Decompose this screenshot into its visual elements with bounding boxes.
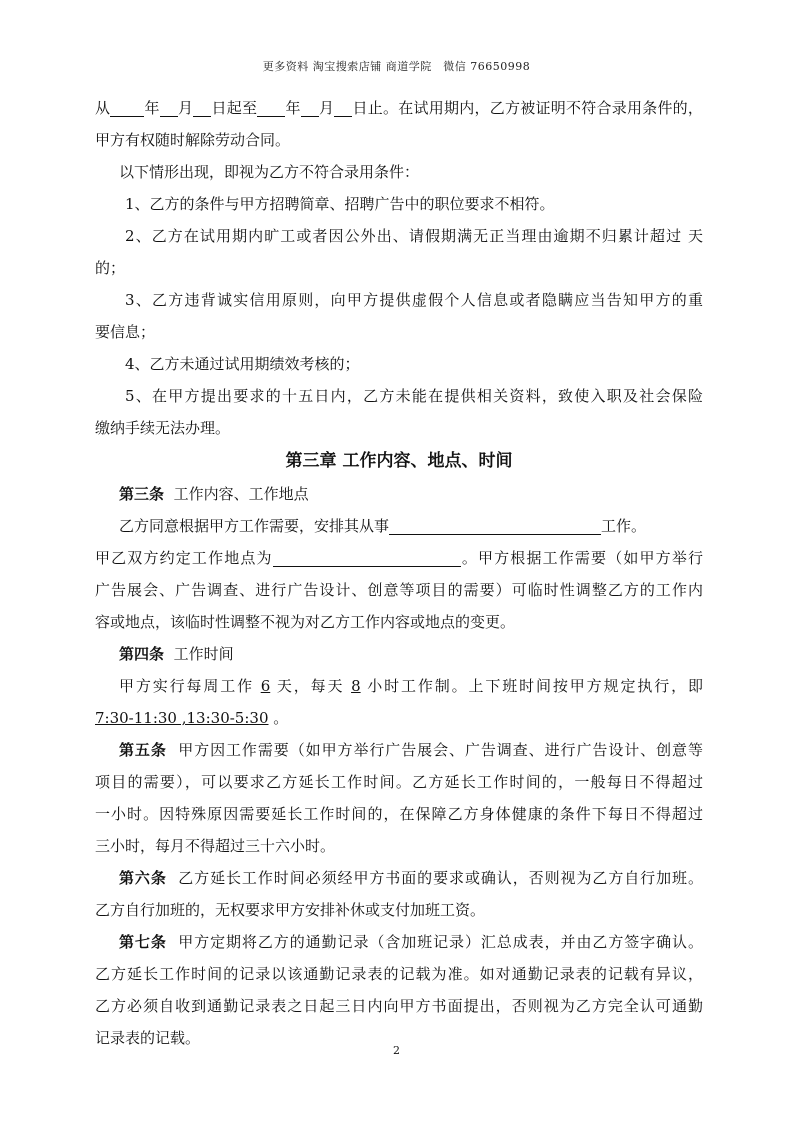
text: 。甲方根据工作需要（如甲方举行 — [460, 549, 703, 567]
paragraph-line — [95, 510, 703, 542]
paragraph-line: 乙方自行加班的，无权要求甲方安排补休或支付加班工资。 — [95, 901, 486, 919]
paragraph-line: 容或地点，该临时性调整不视为对乙方工作内容或地点的变更。 — [95, 613, 516, 631]
article-6-line — [95, 862, 703, 894]
paragraph-line: 广告展会、广告调查、进行广告设计、创意等项目的需要）可临时性调整乙方的工作内 — [95, 581, 703, 599]
article-label: 第四条 — [119, 645, 165, 663]
article-label: 第七条 — [119, 933, 167, 951]
job-blank-field — [389, 518, 601, 535]
paragraph-line: 缴纳手续无法办理。 — [95, 419, 231, 437]
paragraph-line: 三小时，每月不得超过三十六小时。 — [95, 837, 336, 855]
blank-field — [193, 100, 211, 117]
text: 乙方同意根据甲方工作需要，安排其从事 — [119, 517, 390, 535]
text: 日起至 — [211, 99, 258, 117]
list-item: 5、在甲方提出要求的十五日内，乙方未能在提供相关资料，致使入职及社会保险 — [125, 387, 703, 405]
page-number: 2 — [393, 1044, 400, 1057]
text: 日止。在试用期内，乙方被证明不符合录用条件的， — [352, 99, 703, 117]
text: 工作。 — [601, 517, 647, 535]
article-3-heading — [95, 478, 703, 510]
list-item: 1、乙方的条件与甲方招聘简章、招聘广告中的职位要求不相符。 — [125, 195, 555, 213]
article-title: 工作内容、工作地点 — [173, 485, 309, 503]
blank-field — [160, 100, 178, 117]
page-header: 更多资料 淘宝搜索店铺 商道学院 微信 76650998 — [262, 60, 531, 73]
article-label: 第六条 — [119, 869, 167, 887]
list-item: 3、乙方违背诚实信用原则，向甲方提供虚假个人信息或者隐瞒应当告知甲方的重 — [125, 291, 703, 309]
paragraph-line — [95, 670, 703, 702]
text: 从 — [95, 99, 111, 117]
text: 年 — [285, 99, 301, 117]
paragraph-line: 乙方延长工作时间的记录以该通勤记录表的记载为准。如对通勤记录表的记载有异议， — [95, 965, 703, 983]
article-7-line — [95, 926, 703, 958]
paragraph-line: 项目的需要），可以要求乙方延长工作时间。乙方延长工作时间的，一般每日不得超过 — [95, 773, 703, 791]
text: 甲乙双方约定工作地点为 — [95, 549, 273, 567]
paragraph-line: 的； — [95, 259, 126, 277]
document-body — [95, 92, 703, 1054]
blank-field — [110, 100, 144, 117]
article-label: 第三条 — [119, 485, 165, 503]
work-hours-value: 7:30-11:30 ,13:30-5:30 — [95, 709, 269, 727]
probation-period-line — [95, 92, 703, 124]
list-item: 4、乙方未通过试用期绩效考核的； — [125, 355, 360, 373]
article-4-heading — [95, 638, 703, 670]
text: 月 — [318, 99, 335, 117]
article-5-line — [95, 734, 703, 766]
list-item: 2、乙方在试用期内旷工或者因公外出、请假期满无正当理由逾期不归累计超过 天 — [125, 227, 703, 245]
text: 年 — [144, 99, 160, 117]
paragraph-line: 以下情形出现，即视为乙方不符合录用条件： — [119, 163, 420, 181]
text: 甲方因工作需要（如甲方举行广告展会、广告调查、进行广告设计、创意等 — [178, 741, 703, 759]
text: 乙方延长工作时间必须经甲方书面的要求或确认，否则视为乙方自行加班。 — [178, 869, 703, 887]
blank-field — [301, 100, 319, 117]
paragraph-line: 甲方有权随时解除劳动合同。 — [95, 131, 291, 149]
chapter-title: 第三章 工作内容、地点、时间 — [285, 451, 513, 471]
text: 。 — [273, 709, 289, 727]
text: 甲方实行每周工作 — [119, 677, 255, 695]
blank-field — [257, 100, 285, 117]
location-blank-field — [273, 550, 461, 567]
text: 月 — [177, 99, 194, 117]
paragraph-line: 记录表的记载。 — [95, 1029, 201, 1047]
days-value: 6 — [260, 677, 271, 695]
paragraph-line: 乙方必须自收到通勤记录表之日起三日内向甲方书面提出，否则视为乙方完全认可通勤 — [95, 997, 703, 1015]
paragraph-line — [95, 542, 703, 574]
paragraph-line: 要信息； — [95, 323, 156, 341]
text: 小时工作制。上下班时间按甲方规定执行，即 — [367, 677, 703, 695]
article-title: 工作时间 — [173, 645, 234, 663]
article-label: 第五条 — [119, 741, 167, 759]
paragraph-line — [95, 702, 703, 734]
blank-field — [334, 100, 352, 117]
paragraph-line: 一小时。因特殊原因需要延长工作时间的，在保障乙方身体健康的条件下每日不得超过 — [95, 805, 703, 823]
text: 天，每天 — [276, 677, 345, 695]
hours-value: 8 — [351, 677, 361, 695]
text: 甲方定期将乙方的通勤记录（含加班记录）汇总成表，并由乙方签字确认。 — [178, 933, 703, 951]
